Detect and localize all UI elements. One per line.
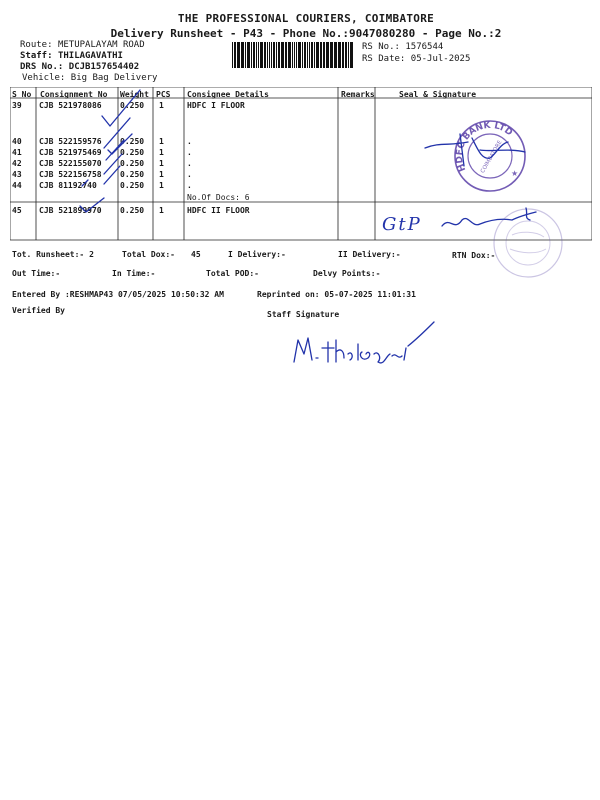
barcode-bar: [334, 42, 337, 68]
row-weight: 0.250: [120, 181, 145, 190]
barcode-bar: [260, 42, 263, 68]
row-consignee: .: [187, 148, 192, 157]
barcode-bar: [330, 42, 333, 68]
vehicle-line: [22, 73, 157, 83]
barcode-bar: [256, 42, 257, 68]
row-sno: 42: [12, 159, 22, 168]
row-consignment: CJB 521978086: [39, 101, 102, 110]
route-line: [20, 40, 145, 50]
row-pcs: 1: [159, 170, 164, 179]
barcode-bar: [338, 42, 341, 68]
row-pcs: 1: [159, 181, 164, 190]
delvy-points: Delvy Points:-: [313, 269, 381, 278]
ii-delivery: II Delivery:-: [338, 250, 401, 259]
entered-by: Entered By :RESHMAP43 07/05/2025 10:50:32 AM: [12, 290, 224, 299]
row-sno: 40: [12, 137, 22, 146]
barcode-bar: [292, 42, 293, 68]
row-sno: 45: [12, 206, 22, 215]
row-consignment: CJB 522155070: [39, 159, 102, 168]
row-weight: 0.250: [120, 137, 145, 146]
row-pcs: 1: [159, 159, 164, 168]
barcode-bar: [307, 42, 308, 68]
barcode-bar: [273, 42, 275, 68]
rtn-dox: RTN Dox:-: [452, 251, 496, 260]
col-header-pcs: PCS: [156, 90, 171, 99]
remark-initials: GtP: [382, 214, 422, 235]
row-consignee: .: [187, 137, 192, 146]
barcode-bar: [302, 42, 303, 68]
rs-no-line: [362, 42, 443, 52]
row-sno: 39: [12, 101, 22, 110]
col-header-weight: Weight: [120, 90, 149, 99]
barcode-bar: [320, 42, 322, 68]
row-pcs: 1: [159, 137, 164, 146]
barcode-bar: [294, 42, 295, 68]
drs-line: [20, 62, 139, 72]
out-time: Out Time:-: [12, 269, 61, 278]
col-header-consignee: Consignee Details: [187, 90, 269, 99]
col-header-remarks: Remarks: [341, 90, 375, 99]
col-header-seal: Seal & Signature: [399, 90, 477, 99]
barcode-bar: [316, 42, 319, 68]
barcode-bar: [281, 42, 284, 68]
barcode-bar: [253, 42, 255, 68]
total-dox-value: 45: [191, 250, 201, 259]
barcode-bar: [264, 42, 266, 68]
row-weight: 0.250: [120, 101, 145, 110]
barcode-bar: [350, 42, 353, 68]
total-dox-label: Total Dox:-: [122, 250, 175, 259]
row-consignment: CJB 521899970: [39, 206, 102, 215]
barcode-bar: [311, 42, 313, 68]
barcode-bar: [348, 42, 349, 68]
barcode-bar: [326, 42, 329, 68]
staff-label: Staff:: [20, 51, 53, 61]
staff-signature-label: Staff Signature: [267, 310, 340, 319]
staff-value: THILAGAVATHI: [57, 51, 123, 61]
row-consignment: CJB 521975469: [39, 148, 102, 157]
runsheet-title: Delivery Runsheet - P43 - Phone No.:9047080280 - Page No.:2: [110, 27, 502, 40]
barcode-bar: [288, 42, 291, 68]
staff-signature: [288, 318, 438, 368]
row-pcs: 1: [159, 101, 164, 110]
row-consignee: .: [187, 170, 192, 179]
rs-date-label: RS Date:: [362, 54, 406, 64]
barcode-bar: [298, 42, 301, 68]
barcode-bar: [309, 42, 310, 68]
remark-scribble: [440, 206, 540, 236]
drs-value: DCJB157654402: [68, 62, 140, 72]
row-consignee: .: [187, 181, 192, 190]
barcode-bar: [247, 42, 250, 68]
row-weight: 0.250: [120, 148, 145, 157]
seal-center-text: COIMBATORE: [479, 139, 504, 175]
barcode-bar: [267, 42, 268, 68]
barcode-bar: [271, 42, 272, 68]
barcode-bar: [276, 42, 277, 68]
barcode-bar: [323, 42, 325, 68]
row-weight: 0.250: [120, 206, 145, 215]
verified-by: Verified By: [12, 306, 65, 315]
row-consignee: HDFC I FLOOR: [187, 101, 245, 110]
drs-label: DRS No.:: [20, 62, 64, 72]
barcode-bar: [251, 42, 252, 68]
route-label: Route:: [20, 40, 53, 50]
total-pod: Total POD:-: [206, 269, 259, 278]
row-consignee: HDFC II FLOOR: [187, 206, 250, 215]
vehicle-value: Big Bag Delivery: [70, 73, 158, 83]
barcode-bar: [296, 42, 297, 68]
barcode-bar: [285, 42, 287, 68]
i-delivery: I Delivery:-: [228, 250, 286, 259]
barcode-bar: [314, 42, 315, 68]
receiver-signature: [420, 130, 530, 180]
row-weight: 0.250: [120, 170, 145, 179]
row-pcs: 1: [159, 148, 164, 157]
rs-no-value: 1576544: [405, 42, 444, 52]
row-consignee: .: [187, 159, 192, 168]
barcode-bar: [258, 42, 259, 68]
route-value: METUPALAYAM ROAD: [57, 40, 145, 50]
barcode-bar: [245, 42, 246, 68]
col-header-sno: S No: [12, 90, 32, 99]
staff-line: [20, 51, 123, 61]
seal-top-text: HDFC BANK LTD: [454, 120, 515, 173]
reprinted-on: Reprinted on: 05-07-2025 11:01:31: [257, 290, 416, 299]
barcode-bar: [241, 42, 244, 68]
barcode-bar: [278, 42, 280, 68]
barcode-bar: [237, 42, 240, 68]
row-sno: 41: [12, 148, 22, 157]
col-header-consignment: Consignment No: [40, 90, 108, 99]
row-sno: 43: [12, 170, 22, 179]
barcode-bar: [345, 42, 347, 68]
row-consignment: CJB 522156758: [39, 170, 102, 179]
barcode-bar: [234, 42, 236, 68]
row-consignment: CJB 522159576: [39, 137, 102, 146]
no-of-docs: No.Of Docs: 6: [187, 193, 250, 202]
vehicle-label: Vehicle:: [22, 73, 66, 83]
svg-text:★: ★: [511, 169, 519, 178]
company-name: THE PROFESSIONAL COURIERS, COIMBATORE: [177, 12, 435, 25]
rs-date-value: 05-Jul-2025: [410, 54, 471, 64]
row-consignment: CJB 81192740: [39, 181, 97, 190]
barcode-bar: [342, 42, 344, 68]
barcode-bar: [269, 42, 270, 68]
row-weight: 0.250: [120, 159, 145, 168]
barcode: [232, 42, 354, 68]
row-sno: 44: [12, 181, 22, 190]
barcode-bar: [304, 42, 306, 68]
in-time: In Time:-: [112, 269, 156, 278]
rs-date-line: [362, 54, 470, 64]
row-pcs: 1: [159, 206, 164, 215]
rs-no-label: RS No.:: [362, 42, 400, 52]
tick-marks: [20, 88, 150, 218]
tot-runsheet: Tot. Runsheet:- 2: [12, 250, 94, 259]
barcode-bar: [232, 42, 233, 68]
